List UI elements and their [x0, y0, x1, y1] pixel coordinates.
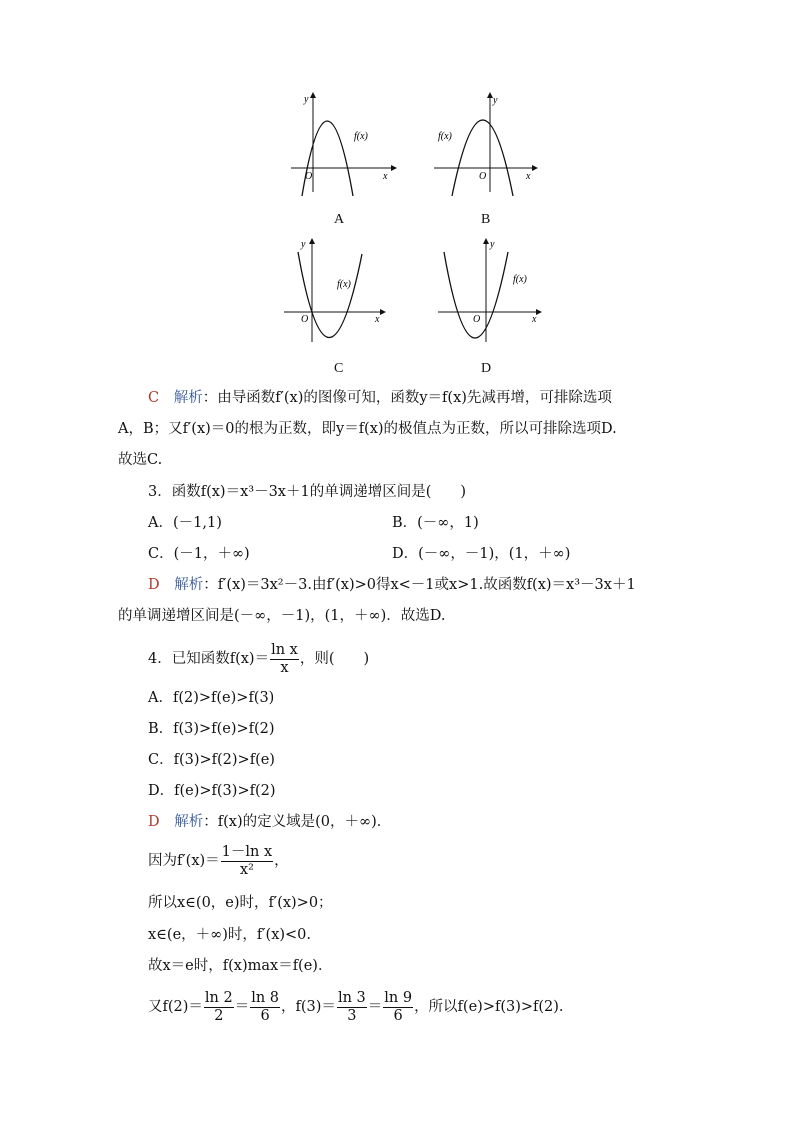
q4-option-a: A．f(2)>f(e)>f(3): [148, 690, 275, 706]
function-label: f(x): [438, 131, 452, 142]
q2-solution-line-2: A，B；又f′(x)＝0的根为正数，即y＝f(x)的极值点为正数，所以可排除选项D.: [118, 421, 617, 437]
options-figure: [0, 0, 794, 380]
caption-b: B: [481, 212, 491, 227]
origin-label: O: [301, 314, 309, 325]
function-label: f(x): [337, 279, 351, 290]
origin-label: O: [479, 171, 487, 182]
q3-option-d: D．(－∞，－1)，(1，＋∞): [392, 546, 571, 562]
function-label: f(x): [354, 131, 368, 142]
caption-d: D: [481, 361, 492, 376]
caption-a: A: [334, 212, 345, 227]
x-axis-label: x: [532, 314, 537, 325]
x-axis-label: x: [375, 314, 380, 325]
analysis-keyword: 解析: [173, 390, 203, 406]
q3-stem: 3．函数f(x)＝x³－3x＋1的单调递增区间是( ): [148, 484, 467, 500]
origin-label: O: [305, 171, 313, 182]
fraction: $\frac{\ln 9}{6}$: [384, 990, 413, 1024]
q4-solution-line-4: x∈(e，＋∞)时，f′(x)<0.: [148, 927, 312, 943]
q2-solution-line-3: 故选C.: [118, 452, 163, 468]
solution-text: ：由导函数f′(x)的图像可知，函数y＝f(x)先减再增，可排除选项: [202, 390, 612, 406]
q4-solution-line-2: 因为f′(x)＝ $\frac{\text{1－ln x}}{\text{x²}}$ ，: [148, 844, 289, 878]
solution-text: ：f(x)的定义域是(0，＋∞)．: [203, 814, 392, 830]
fraction: $\frac{\ln 3}{3}$: [337, 990, 366, 1024]
y-axis-label: y: [490, 239, 495, 250]
origin-label: O: [473, 314, 481, 325]
q4-option-b: B．f(3)>f(e)>f(2): [148, 721, 275, 737]
q4-solution-line-6: 又f(2)＝ $\frac{\ln 2}{2}$ ＝ $\frac{\ln 8}{6}$ ，f(3)＝ $\frac{\ln 3}{3}$ ＝ $\frac{\ln 9}{6}$ ，所以f(e)>f(3)>f(2).: [148, 990, 564, 1024]
graph-d: [434, 232, 549, 347]
answer-letter: D: [148, 814, 160, 830]
graph-c: [280, 232, 395, 347]
q2-solution-line-1: [148, 391, 612, 406]
caption-c: C: [334, 361, 344, 376]
q3-solution-line-1: [148, 578, 636, 593]
x-axis-label: x: [383, 171, 388, 182]
q4-solution-line-5: 故x＝e时，f(x)max＝f(e)．: [148, 958, 333, 974]
analysis-keyword: 解析: [174, 577, 204, 593]
y-axis-label: y: [301, 239, 306, 250]
q3-solution-line-2: 的单调递增区间是(－∞，－1)，(1，＋∞)．故选D.: [118, 608, 446, 624]
q3-option-b: B．(－∞，1): [392, 515, 479, 531]
answer-letter: D: [148, 577, 160, 593]
fraction: $\frac{\ln 8}{6}$: [251, 990, 280, 1024]
analysis-keyword: 解析: [174, 814, 204, 830]
y-axis-label: y: [304, 94, 309, 105]
q4-solution-line-1: [148, 815, 391, 830]
solution-text: ：f′(x)＝3x²－3.由f′(x)>0得x<－1或x>1.故函数f(x)＝x³－3x＋1: [203, 577, 636, 593]
q3-option-c: C．(－1，＋∞): [148, 546, 250, 562]
fraction: $\frac{\ln 2}{2}$: [204, 990, 233, 1024]
function-label: f(x): [513, 274, 527, 285]
q4-solution-line-3: 所以x∈(0，e)时，f′(x)>0；: [148, 895, 333, 911]
q4-option-d: D．f(e)>f(3)>f(2): [148, 783, 276, 799]
x-axis-label: x: [526, 171, 531, 182]
fraction: $\frac{\text{1－ln x}}{\text{x²}}$: [221, 844, 273, 878]
fraction: $\frac{\text{ln x}}{x}$: [271, 642, 298, 676]
graph-a: [285, 88, 400, 198]
q4-stem: 4．已知函数f(x)＝ $\frac{\text{ln x}}{x}$ ，则( ): [148, 642, 370, 676]
answer-letter: C: [148, 390, 160, 406]
y-axis-label: y: [493, 95, 498, 106]
q3-option-a: A．(－1,1): [148, 515, 222, 531]
q4-option-c: C．f(3)>f(2)>f(e): [148, 752, 275, 768]
graph-b: [432, 88, 547, 198]
